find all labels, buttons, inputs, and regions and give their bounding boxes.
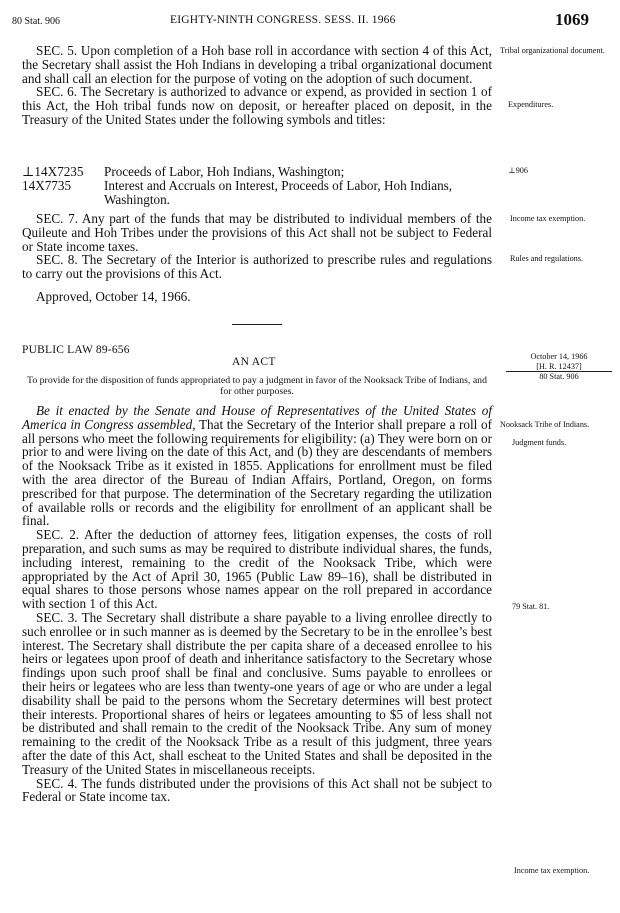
margin-note-79-stat: 79 Stat. 81. bbox=[512, 602, 550, 611]
section-8: SEC. 8. The Secretary of the Interior is authorized to prescribe rules and regulations to carry out the provisions of this Act. bbox=[22, 252, 492, 282]
section-1-text: That the Secretary of the Interior shall prepare a roll of all persons who meet the following requirements for eligibility: (a) They were born on or prior to and were living on the date of this Act, and (b) they are descendants of members of the Nooksack Tribe as it existed in 1855. Applications for enrollment must be filed with the area director of the Bureau of Indian Affairs, Portland, Oregon, on forms prescribed for that purpose. The determination of the Secretary regarding the utilization of available rolls or records and the eligibility for enrollment of an applicant shall be final. bbox=[22, 416, 492, 529]
section-7: SEC. 7. Any part of the funds that may be distributed to individual members of the Quileute and Hoh Tribes under the provisions of this Act shall not be subject to Federal or State income taxes. bbox=[22, 211, 492, 254]
stat-reference-header: 80 Stat. 906 bbox=[12, 16, 61, 27]
margin-note-income-tax: Income tax exemption. bbox=[510, 214, 586, 223]
section-3: SEC. 3. The Secretary shall distribute a share payable to a living enrollee directly to such enrollee or in such manner as is deemed by the Secretary to be in the enrollee’s best interest. The Secretary shall distribute the per capita share of a deceased enrollee to his heirs or legatees upon proof of death and inheritance satisfactory to the Secretary whose findings upon such proof shall be final and conclusive. Sums payable to enrollees or their heirs or legatees who are less than twenty-one years of age or who are under a legal disability shall be paid to the persons whom the Secretary determines will best protect their interests. Proportional shares of heirs or legatees amounting to $5 of less shall not be distributed and shall remain to the credit of the Nooksack Tribe. Any sum of money remaining to the credit of the Nooksack Tribe as a result of this judgment, three years after the date of this Act, shall escheat to the United States and shall be deposited in the Treasury of the United States in miscellaneous receipts. bbox=[22, 609, 492, 777]
fund-symbol: 14X7735 bbox=[22, 178, 72, 193]
section-divider bbox=[232, 324, 282, 325]
enactment-date-box bbox=[500, 352, 618, 382]
act-purpose: To provide for the disposition of funds appropriated to pay a judgment in favor of the Nooksack Tribe of Indians, and for other purposes. bbox=[27, 375, 487, 397]
sections-top-part1 bbox=[22, 44, 492, 127]
section-6: SEC. 6. The Secretary is authorized to advance or expend, as provided in section 1 of this Act, the Hoh tribal funds now on deposit, or hereafter placed on deposit, in the Treasury of the United States under the following symbols and titles: bbox=[22, 84, 492, 127]
margin-note-nooksack: Nooksack Tribe of Indians. bbox=[500, 420, 590, 429]
section-4: SEC. 4. The funds distributed under the provisions of this Act shall not be subject to Federal or State income tax. bbox=[22, 775, 492, 805]
act-heading: AN ACT bbox=[232, 356, 276, 368]
fund-symbol-row bbox=[22, 165, 492, 179]
page-number: 1069 bbox=[555, 10, 589, 29]
act-body bbox=[22, 404, 492, 804]
fund-symbol: ⊥14X7235 bbox=[22, 164, 84, 179]
fund-title: Proceeds of Labor, Hoh Indians, Washington; bbox=[104, 164, 345, 179]
stat-citation: 80 Stat. 906 bbox=[539, 372, 579, 381]
section-5: SEC. 5. Upon completion of a Hoh base roll in accordance with section 4 of this Act, the Secretary shall assist the Hoh Indians in developing a tribal organizational document and shall call an election for the purpose of voting on the adoption of such document. bbox=[22, 43, 492, 86]
margin-note-stat-reference: ⊥906 bbox=[508, 166, 528, 175]
margin-note-income-tax-bottom: Income tax exemption. bbox=[514, 866, 590, 875]
margin-note-judgment-funds: Judgment funds. bbox=[512, 438, 567, 447]
margin-note-rules: Rules and regulations. bbox=[510, 254, 583, 263]
enacting-clause: Be it enacted by the Senate and House of Representatives of the United States of America in Congress assembled, bbox=[22, 403, 492, 432]
margin-note-tribal-document: Tribal organizational document. bbox=[500, 46, 605, 55]
public-law-number: PUBLIC LAW 89-656 bbox=[22, 344, 130, 356]
approval-date: Approved, October 14, 1966. bbox=[36, 288, 191, 304]
bill-number: [H. R. 12437] bbox=[506, 362, 612, 373]
fund-symbol-row bbox=[22, 179, 492, 207]
fund-title: Interest and Accruals on Interest, Proceeds of Labor, Hoh Indians, Washington. bbox=[104, 178, 453, 207]
sections-top-part2 bbox=[22, 212, 492, 304]
running-title: EIGHTY-NINTH CONGRESS. SESS. II. 1966 bbox=[170, 14, 396, 26]
margin-note-expenditures: Expenditures. bbox=[508, 100, 554, 109]
section-2: SEC. 2. After the deduction of attorney fees, litigation expenses, the costs of roll preparation, and such sums as may be required to distribute individual shares, the funds, including interest, remaining to the credit of the Nooksack Tribe, which were appropriated by the Act of April 30, 1965 (Public Law 89–16), shall be distributed in equal shares to those persons whose names appear on the roll prepared in accordance with section 1 of this Act. bbox=[22, 527, 492, 612]
enactment-date: October 14, 1966 bbox=[530, 352, 588, 361]
section-1 bbox=[22, 404, 492, 528]
